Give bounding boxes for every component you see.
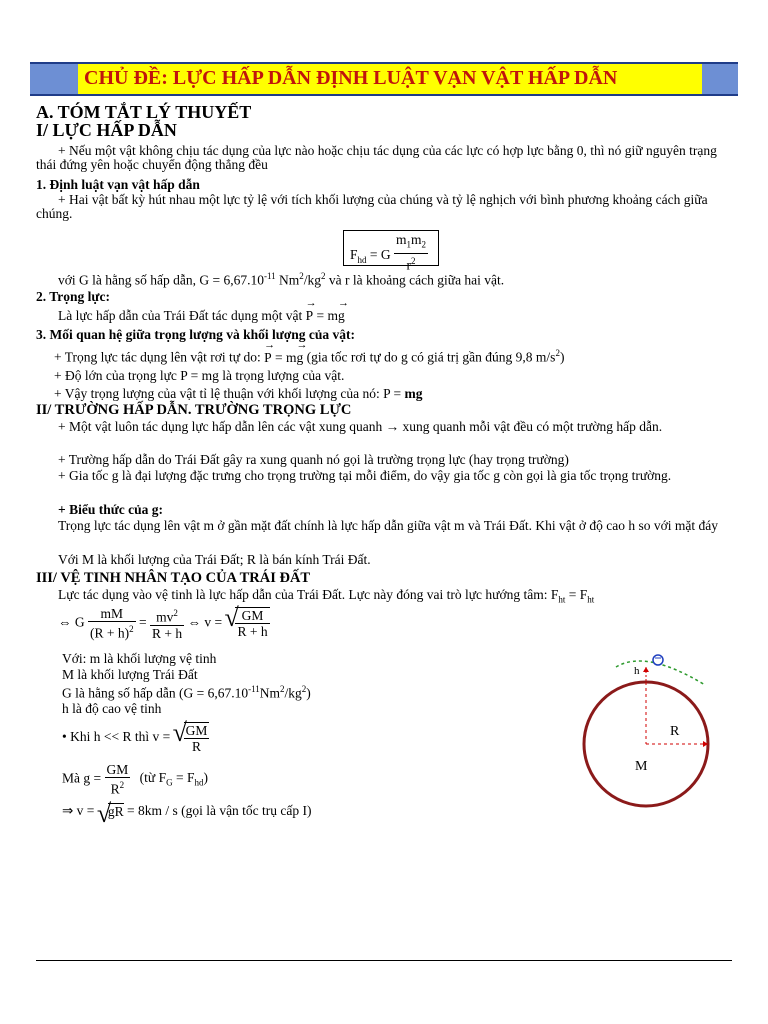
- gravitation-formula-box: [343, 230, 439, 273]
- part1-intro: + Nếu một vật không chịu tác dụng của lực nào hoặc chịu tác dụng của các lực có hợp lực bằng 0, thì nó giữ nguyên trạng thái đứng yên hoặc chuyển động thẳng đều: [36, 143, 717, 172]
- first-cosmic-velocity-formula: ⇒ v = √ gR = 8km / s (gọi là vận tốc trụ cấp I): [62, 803, 312, 820]
- law-title: 1. Định luật vạn vật hấp dẫn: [36, 177, 200, 192]
- surface-g-formula: Mà g = $\frac{GM}{R^2}$ (từ $F_G = F_{hd}$): [62, 762, 208, 797]
- law-text: + Hai vật bất kỳ hút nhau một lực tỷ lệ với tích khối lượng của chúng và tỷ lệ nghịch với bình phương khoảng cách giữa chúng.: [36, 192, 708, 221]
- r-label: R: [670, 724, 680, 739]
- def-line-2: M là khối lượng Trái Đất: [62, 667, 198, 682]
- m-label: M: [635, 759, 648, 774]
- part1-title: I/ LỰC HẤP DẪN: [36, 120, 177, 140]
- relation-title: 3. Mối quan hệ giữa trọng lượng và khối lượng của vật:: [36, 327, 356, 342]
- relation-line-3: + Vậy trọng lượng của vật tỉ lệ thuận với khối lượng của nó: P = mg: [54, 386, 423, 401]
- part2-p4: Trọng lực tác dụng lên vật m ở gần mặt đất chính là lực hấp dẫn giữa vật m và Trái Đất. Khi vật ở độ cao h so với mặt đáy: [58, 518, 718, 533]
- h-label: h: [634, 665, 640, 677]
- part2-title: II/ TRƯỜNG HẤP DẪN. TRƯỜNG TRỌNG LỰC: [36, 402, 352, 418]
- def-line-3: G là hằng số hấp dẫn $(G = 6,67.10^{-11}Nm^2/kg^2)$: [62, 684, 311, 701]
- gravity-text: Là lực hấp dẫn của Trái Đất tác dụng một vật → P = m→ g: [58, 308, 345, 324]
- part2-p3: + Gia tốc g là đại lượng đặc trưng cho trọng trường tại mỗi điểm, do vậy gia tốc g còn gọi là gia tốc trọng trường.: [58, 468, 672, 483]
- part2-p1: + Một vật luôn tác dụng lực hấp dẫn lên các vật xung quanh → xung quanh mỗi vật đều có một trường hấp dẫn.: [58, 419, 663, 434]
- def-line-1: Với: m là khối lượng vệ tinh: [62, 651, 217, 666]
- satellite-icon: [653, 655, 663, 665]
- section-a-title: A. TÓM TẮT LÝ THUYẾT: [36, 102, 252, 122]
- earth-satellite-diagram: [580, 645, 720, 815]
- part3-title: III/ VỆ TINH NHÂN TẠO CỦA TRÁI ĐẤT: [36, 570, 311, 586]
- gravity-title: 2. Trọng lực:: [36, 289, 110, 304]
- footer-divider: [36, 960, 732, 961]
- gravitation-formula: $F_{hd} = G$ $\frac{m_1m_2}{r^2}$: [350, 232, 427, 273]
- relation-line-1: + Trọng lực tác dụng lên vật rơi tự do: → P = m→ g (gia tốc rơi tự do g có giá trị gần đúng 9,8 $m/s^2$): [54, 348, 564, 366]
- def-line-4: h là độ cao vệ tinh: [62, 701, 162, 716]
- g-expression-title: + Biểu thức của g:: [58, 502, 164, 517]
- low-orbit-formula: • Khi h << R thì v = √ $\frac{GM}{R}$: [62, 722, 209, 754]
- satellite-formula: ⇔ G $\frac{mM}{(R + h)^2}$ = $\frac{mv^2}{R + h}$ ⇔ v = √ $\frac{GM}{R + h}$: [58, 606, 270, 641]
- g-constant-text: với G là hằng số hấp dẫn, $G = 6,67.10^{-11}$ $Nm^2/kg^2$ và r là khoảng cách giữa hai vật.: [58, 271, 505, 288]
- part2-p5: Với M là khối lượng của Trái Đất; R là bán kính Trái Đất.: [58, 552, 371, 567]
- part2-p2: + Trường hấp dẫn do Trái Đất gây ra xung quanh nó gọi là trường trọng lực (hay trọng trường): [58, 452, 569, 467]
- relation-line-2: + Độ lớn của trọng lực P = mg là trọng lượng của vật.: [54, 368, 345, 383]
- page-title: CHỦ ĐỀ: LỰC HẤP DẪN ĐỊNH LUẬT VẠN VẬT HẤP DẪN: [84, 67, 618, 89]
- part3-p1: Lực tác dụng vào vệ tinh là lực hấp dẫn của Trái Đất. Lực này đóng vai trò lực hướng tâm: $F_{ht} = F_{ht}$: [58, 587, 595, 605]
